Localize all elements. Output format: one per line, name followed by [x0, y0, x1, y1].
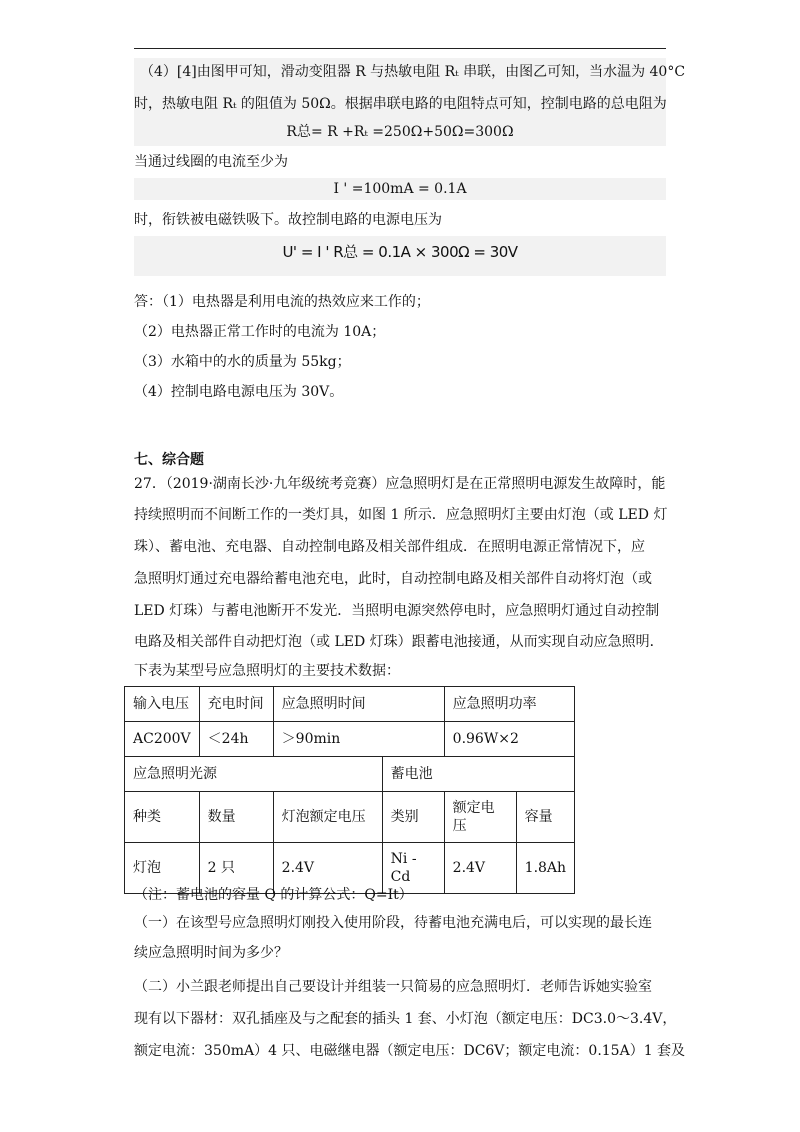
table-cell: ＜24h [199, 722, 273, 757]
sub-question-2: （二）小兰跟老师提出自己要设计并组装一只简易的应急照明灯．老师告诉她实验室 [134, 979, 652, 995]
table-header-cell: 输入电压 [125, 687, 200, 722]
table-cell: 0.96W×2 [444, 722, 574, 757]
table-cell: 2.4V [444, 843, 516, 894]
formula-total-resistance: R总= R +Rₜ =250Ω+50Ω=300Ω [286, 124, 514, 140]
table-row [125, 792, 575, 843]
question-line: 下表为某型号应急照明灯的主要技术数据： [134, 663, 400, 679]
table-note: （注：蓄电池的容量 Q 的计算公式：Q=It） [134, 887, 413, 903]
table-cell: 1.8Ah [516, 843, 574, 894]
question-line: 持续照明而不间断工作的一类灯具，如图 1 所示．应急照明灯主要由灯泡（或 LED 灯 [134, 507, 668, 523]
answer-line: 答：（1）电热器是利用电流的热效应来工作的； [134, 294, 430, 310]
answer-line: （2）电热器正常工作时的电流为 10A； [134, 324, 386, 340]
table-header-cell: 灯泡额定电压 [273, 792, 382, 843]
sub-question-2: 额定电流：350mA）4 只、电磁继电器（额定电压：DC6V；额定电流：0.15A）1 套及 [134, 1043, 686, 1059]
table-row [125, 687, 575, 722]
current-intro: 当通过线圈的电流至少为 [134, 154, 288, 170]
answer-line: （3）水箱中的水的质量为 55kg； [134, 354, 351, 370]
table-cell: Ni - Cd [382, 843, 444, 894]
question-line: LED 灯珠）与蓄电池断开不发光．当照明电源突然停电时，应急照明灯通过自动控制 [134, 603, 660, 619]
table-header-cell: 类别 [382, 792, 444, 843]
table-cell: AC200V [125, 722, 200, 757]
table-header-cell: 额定电压 [444, 792, 516, 843]
table-header-cell: 充电时间 [199, 687, 273, 722]
table-header-cell: 应急照明时间 [273, 687, 444, 722]
table-cell: ＞90min [273, 722, 444, 757]
question-line: 电路及相关部件自动把灯泡（或 LED 灯珠）跟蓄电池接通，从而实现自动应急照明． [134, 634, 664, 650]
sub-question-1: （一）在该型号应急照明灯刚投入使用阶段，待蓄电池充满电后，可以实现的最长连 [134, 915, 652, 931]
spec-table [124, 686, 575, 894]
solution-line-1: （4）[4]由图甲可知，滑动变阻器 R 与热敏电阻 Rₜ 串联，由图乙可知，当水温为 40°C [140, 64, 686, 80]
voltage-intro: 时，衔铁被电磁铁吸下。故控制电路的电源电压为 [134, 212, 442, 228]
header-rule [134, 48, 666, 49]
table-row [125, 757, 575, 792]
sub-question-1: 续应急照明时间为多少？ [134, 945, 288, 961]
table-header-cell: 数量 [199, 792, 273, 843]
question-line: 珠）、蓄电池、充电器、自动控制电路及相关部件组成．在照明电源正常情况下，应 [134, 539, 645, 555]
formula-current: I ' =100mA = 0.1A [333, 181, 467, 197]
table-cell: 2.4V [273, 843, 382, 894]
section-title: 七、综合题 [134, 452, 204, 468]
question-line: 急照明灯通过充电器给蓄电池充电，此时，自动控制电路及相关部件自动将灯泡（或 [134, 571, 652, 587]
formula-voltage: U' = I ' R总 = 0.1A × 300Ω = 30V [282, 243, 518, 261]
answer-line: （4）控制电路电源电压为 30V。 [134, 384, 344, 400]
table-row [125, 722, 575, 757]
sub-question-2: 现有以下器材：双孔插座及与之配套的插头 1 套、小灯泡（额定电压：DC3.0～3.4V， [134, 1011, 677, 1027]
solution-line-2: 时，热敏电阻 Rₜ 的阻值为 50Ω。根据串联电路的电阻特点可知，控制电路的总电阻为 [134, 96, 667, 112]
question-line: 27．（2019·湖南长沙·九年级统考竞赛）应急照明灯是在正常照明电源发生故障时，能 [134, 476, 666, 492]
table-cell: 2 只 [199, 843, 273, 894]
table-group-header: 应急照明光源 [125, 757, 383, 792]
table-cell: 灯泡 [125, 843, 200, 894]
table-header-cell: 种类 [125, 792, 200, 843]
table-header-cell: 容量 [516, 792, 574, 843]
table-header-cell: 应急照明功率 [444, 687, 574, 722]
table-group-header: 蓄电池 [382, 757, 574, 792]
